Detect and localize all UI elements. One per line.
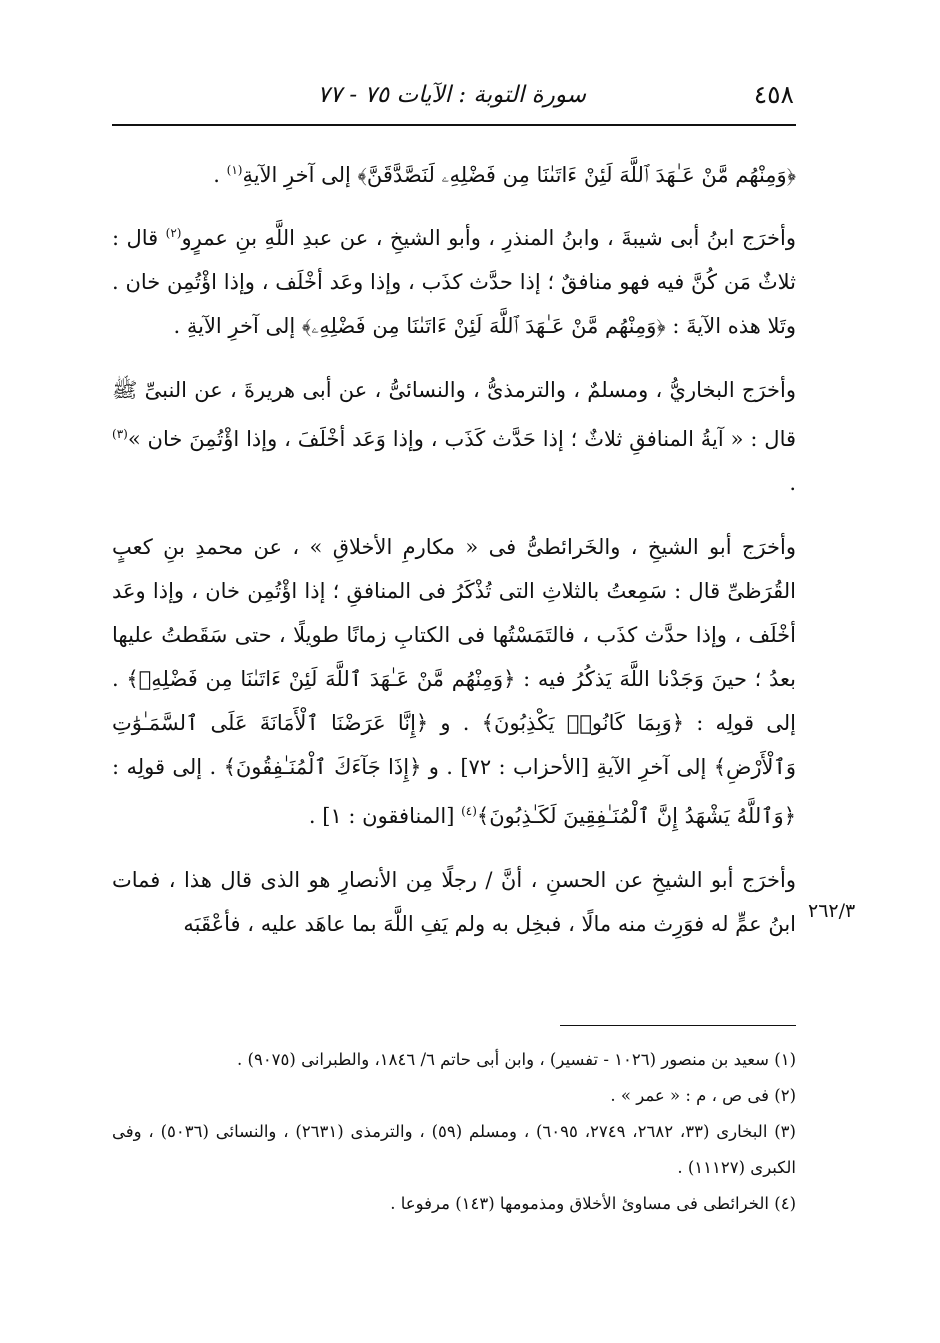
footnote-2: (٢) فى ص ، م : « عمر » .: [610, 1086, 796, 1105]
paragraph-5: [112, 858, 796, 946]
footnote-rule: [560, 1025, 796, 1026]
margin-reference: ٢٦٢/٣: [808, 900, 856, 922]
running-title: سورة التوبة : الآيات ٧٥ - ٧٧: [317, 82, 586, 108]
paragraph-3: [112, 368, 796, 505]
paragraph-end: .: [789, 471, 796, 495]
footnote-marker: (٣): [112, 427, 128, 441]
main-text: [112, 148, 796, 946]
paragraph-end: .: [213, 163, 227, 187]
footnote-marker: (٢): [165, 226, 182, 240]
paragraph-text: وأخرَج أبو الشيخِ ، والخَرائطىُّ فى « مكارمِ الأخلاقِ » ، عن محمدِ بنِ كعبٍ القُرَظىِّ قال : سَمِعتُ بالثلاثِ التى تُذْكَرُ فى المنافقِ ؛ إذا اؤْتُمِن خان ، وإذا وعَد أخْلَف ، وإذا حدَّث كذَب ، فالتَمَسْتُها فى الكتابِ زمانًا طويلًا ، حتى سَقَطتُ عليها بعدُ ؛ حينَ وَجَدْنا اللَّهَ يَذكُرُ فيه : ﴿وَمِنْهُم مَّنْ عَـٰهَدَ ٱللَّهَ لَئِنْ ءَاتَىٰنَا مِن فَضْلِهِۦ﴾ . إلى قولِه : ﴿وَبِمَا كَانُوا۟ يَكْذِبُونَ﴾ . و ﴿إِنَّا عَرَضْنَا ٱلْأَمَانَةَ عَلَى ٱلسَّمَـٰوَٰتِ وَٱلْأَرْضِ﴾ إلى آخرِ الآيةِ [الأحزاب : ٧٢] . و ﴿إِذَا جَآءَكَ ٱلْمُنَـٰفِقُونَ﴾ . إلى قولِه : ﴿وَٱللَّهُ يَشْهَدُ إِنَّ ٱلْمُنَـٰفِقِينَ لَكَـٰذِبُونَ﴾: [112, 535, 796, 828]
header-rule: [112, 124, 796, 126]
paragraph-end: قال : ثلاثٌ مَن كُنَّ فيه فهو منافقٌ ؛ إذا حدَّث كذَب ، وإذا وعَد أخْلَف ، وإذا اؤْتُمِن خان . وتَلا هذه الآيةَ : ﴿وَمِنْهُم مَّنْ عَـٰهَدَ ٱللَّهَ لَئِنْ ءَاتَىٰنَا مِن فَضْلِهِۦ﴾ إلى آخرِ الآيةِ .: [112, 226, 796, 338]
paragraph-end: [المنافقون : ١] .: [308, 804, 462, 828]
paragraph-text: وأخرَج أبو الشيخِ عن الحسنِ ، أنَّ / رجلًا مِن الأنصارِ هو الذى قال هذا ، فمات ابنُ عمٍّ له فوَرِث منه مالًا ، فبخِل به ولم يَفِ اللَّهَ بما عاهَد عليه ، فأعْقَبَه: [112, 868, 796, 936]
paragraph-2: [112, 211, 796, 348]
footnotes: [112, 1042, 796, 1222]
paragraph-text: ﴿وَمِنْهُم مَّنْ عَـٰهَدَ ٱللَّهَ لَئِنْ ءَاتَىٰنَا مِن فَضْلِهِۦ لَنَصَّدَّقَنَّ﴾ إلى آخرِ الآيةِ: [242, 163, 796, 187]
page-header: [112, 78, 794, 118]
footnote-marker: (٤): [461, 804, 477, 818]
footnote-3: (٣) البخارى (٣٣، ٢٦٨٢، ٢٧٤٩، ٦٠٩٥) ، ومسلم (٥٩) ، والترمذى (٢٦٣١) ، والنسائى (٥٠٣٦) ، وفى الكبرى (١١١٢٧) .: [112, 1122, 796, 1177]
footnote-marker: (١): [226, 163, 243, 177]
footnote-4: (٤) الخرائطى فى مساوئ الأخلاق ومذمومها (١٤٣) مرفوعا .: [390, 1194, 796, 1213]
footnote-1: (١) سعيد بن منصور (١٠٢٦ - تفسير) ، وابن أبى حاتم ٦/ ١٨٤٦، والطبرانى (٩٠٧٥) .: [237, 1050, 796, 1069]
page-number: ٤٥٨: [753, 80, 794, 109]
paragraph-4: [112, 525, 796, 838]
paragraph-text: وأخرَج البخاريُّ ، ومسلمٌ ، والترمذىُّ ، والنسائىُّ ، عن أبى هريرةَ ، عن النبىِّ ﷺ قال : « آيةُ المنافقِ ثلاثٌ ؛ إذا حَدَّث كَذَب ، وإذا وَعَد أخْلَفَ ، وإذا اؤْتُمِنَ خان »: [112, 378, 797, 451]
paragraph-text: وأخرَج ابنُ أبى شيبةَ ، وابنُ المنذرِ ، وأبو الشيخِ ، عن عبدِ اللَّهِ بنِ عمرٍو: [181, 226, 797, 250]
paragraph-1: [112, 148, 796, 197]
